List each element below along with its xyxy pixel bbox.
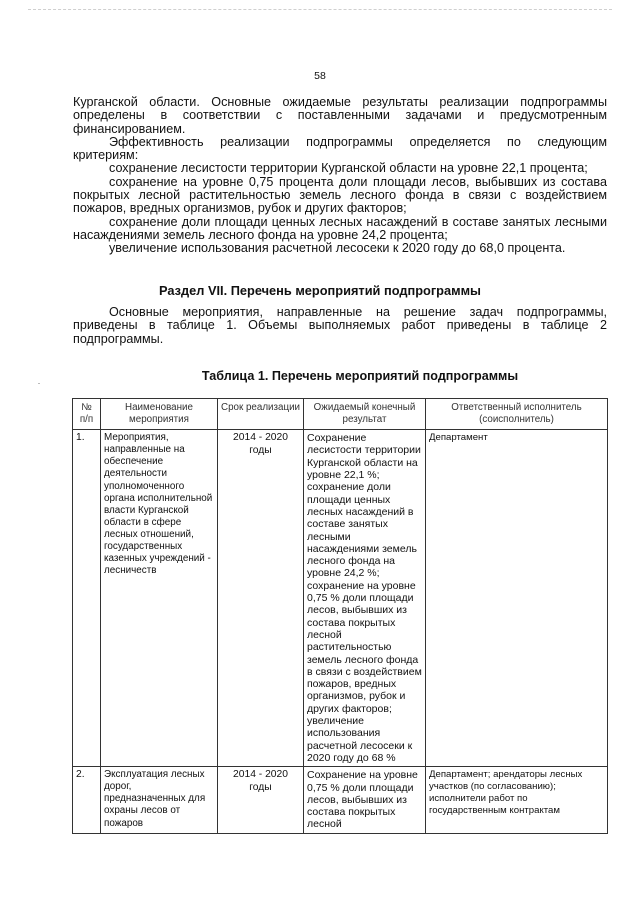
cell-num: 2. — [73, 767, 101, 833]
scan-top-edge — [28, 9, 612, 10]
header-result: Ожидаемый конечный результат — [304, 399, 426, 430]
table-row — [73, 430, 608, 767]
table-row — [73, 767, 608, 833]
header-num: № п/п — [73, 399, 101, 430]
cell-period: 2014 - 2020 годы — [218, 430, 304, 767]
header-period: Срок реализации — [218, 399, 304, 430]
table-header-row — [73, 399, 608, 430]
paragraph: Курганской области. Основные ожидаемые результаты реализации подпрограммы определены в соответствии с поставленными задачами и предусмотренным финансированием. — [73, 95, 607, 136]
cell-num: 1. — [73, 430, 101, 767]
section-title: Раздел VII. Перечень мероприятий подпрограммы — [159, 283, 481, 298]
body-text — [73, 96, 607, 256]
paragraph: сохранение на уровне 0,75 процента доли площади лесов, выбывших из состава покрытых лесной растительностью земель лесного фонда в связи с воздействием пожаров, вредных организмов, рубок и других факторов; — [73, 174, 607, 216]
cell-result: Сохранение на уровне 0,75 % доли площади лесов, выбывших из состава покрытых лесной — [304, 767, 426, 833]
paragraph: увеличение использования расчетной лесосеки к 2020 году до 68,0 процента. — [109, 241, 566, 256]
paragraph: Эффективность реализации подпрограммы определяется по следующим критериям: — [73, 134, 607, 163]
paragraph: Основные мероприятия, направленные на решение задач подпрограммы, приведены в таблице 1. Объемы выполняемых работ приведены в таблице 2 подпрограммы. — [73, 305, 607, 346]
cell-name: Мероприятия, направленные на обеспечение деятельности уполномоченного органа исполнительной власти Курганской области в сфере лесных отношений, государственных казенных учреждений - лесничеств — [101, 430, 218, 767]
cell-result: Сохранение лесистости территории Курганской области на уровне 22,1 %; сохранение доли площади ценных лесных насаждений в составе занятых лесными насаждениями земель лесного фонда на уровне 24,2 %; сохранение на уровне 0,75 % доли площади лесов, выбывших из состава покрытых лесной растительностью земель лесного фонда в связи с воздействием пожаров, вредных организмов, рубок и других факторов; увеличение использования расчетной лесосеки к 2020 году до 68 % — [304, 430, 426, 767]
cell-name: Эксплуатация лесных дорог, предназначенных для охраны лесов от пожаров — [101, 767, 218, 833]
cell-executor: Департамент; арендаторы лесных участков (по согласованию); исполнители работ по государственным контрактам — [426, 767, 608, 833]
cell-period: 2014 - 2020 годы — [218, 767, 304, 833]
measures-table — [72, 398, 608, 834]
intro-text — [73, 306, 607, 346]
page-number: 58 — [314, 70, 326, 82]
table-title: Таблица 1. Перечень мероприятий подпрограммы — [201, 369, 519, 383]
header-name: Наименование мероприятия — [101, 399, 218, 430]
scan-speck — [38, 383, 40, 384]
header-executor: Ответственный исполнитель (соисполнитель) — [426, 399, 608, 430]
cell-executor: Департамент — [426, 430, 608, 767]
paragraph: сохранение доли площади ценных лесных насаждений в составе занятых лесными насаждениями земель лесного фонда на уровне 24,2 процента; — [73, 214, 607, 242]
paragraph: сохранение лесистости территории Курганской области на уровне 22,1 процента; — [109, 161, 588, 176]
